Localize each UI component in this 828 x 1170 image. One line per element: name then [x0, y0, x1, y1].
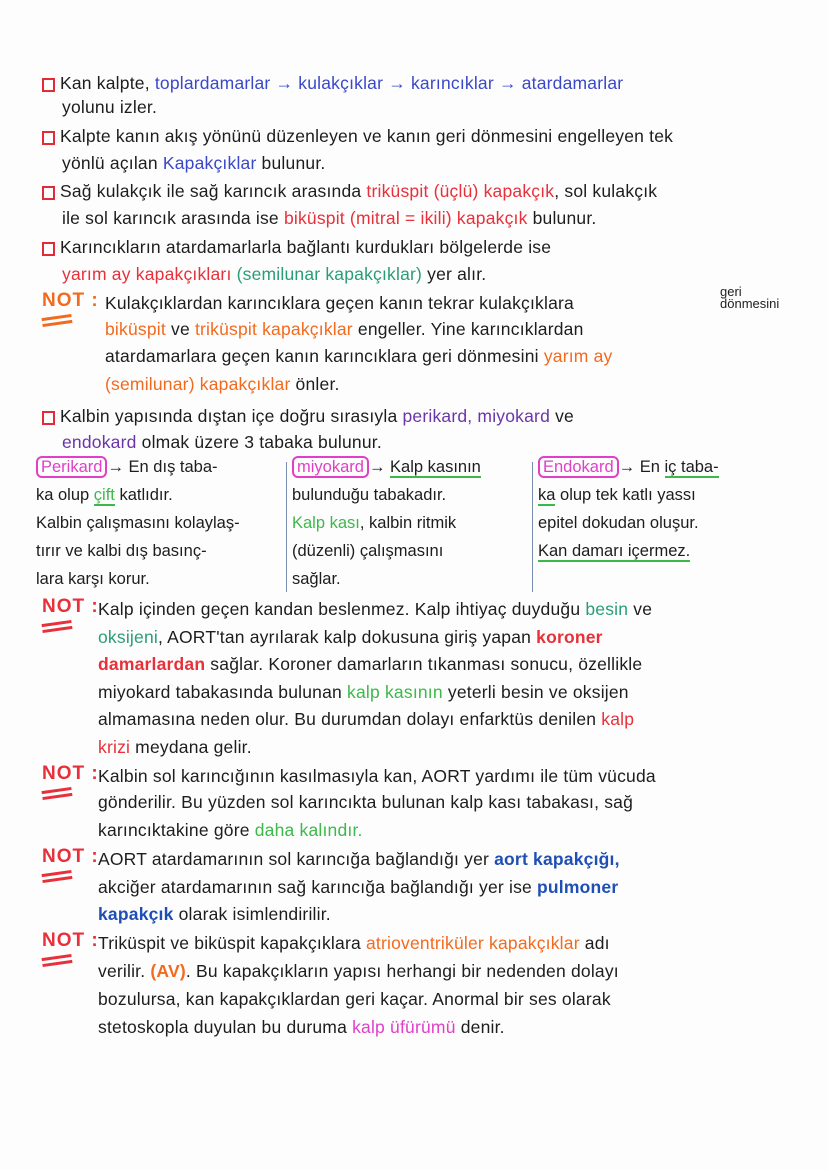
- text-segment: sağlar.: [292, 570, 341, 588]
- highlighted-term: toplardamarlar → kulakçıklar → karıncıklar → atardamarlar: [154, 73, 624, 93]
- text-segment: çift: [93, 486, 115, 504]
- text-segment: , kalbin ritmik: [359, 514, 457, 532]
- text-segment: ve: [628, 599, 653, 619]
- text-segment: Kalpte kanın akış yönünü düzenleyen ve kanın geri dönmesini engelleyen tek: [60, 126, 674, 146]
- text-segment: stetoskopla duyulan bu duruma: [98, 1017, 353, 1037]
- text-line: [98, 653, 642, 675]
- text-segment: Kalbin sol karıncığının kasılmasıyla kan, AORT yardımı ile tüm vücuda: [98, 766, 656, 786]
- text-line: [98, 598, 652, 620]
- text-segment: olup tek katlı yassı: [555, 486, 696, 504]
- note-label-text: NOT :: [42, 763, 99, 784]
- text-segment: verilir.: [98, 961, 151, 981]
- text-line: [62, 207, 596, 229]
- column-line: [538, 486, 696, 505]
- text-segment: yönlü açılan: [62, 153, 163, 173]
- text-line: [60, 180, 657, 202]
- text-segment: →: [368, 458, 391, 476]
- text-line: [98, 708, 634, 730]
- text-segment: yeterli besin ve oksijen: [442, 682, 629, 702]
- highlighted-term: aort kapakçığı,: [494, 849, 620, 869]
- text-segment: ka: [538, 486, 556, 504]
- text-segment: Kalp kasının: [390, 458, 481, 476]
- text-line: [98, 848, 620, 870]
- text-segment: AORT atardamarının sol karıncığa bağlandığı yer: [98, 849, 495, 869]
- note-label: [42, 930, 99, 952]
- text-segment: bulunur.: [256, 153, 326, 173]
- text-segment: Sağ kulakçık ile sağ karıncık arasında: [60, 181, 367, 201]
- text-segment: ile sol karıncık arasında ise: [62, 208, 284, 228]
- double-underline-icon: [42, 954, 73, 967]
- text-segment: ve: [165, 319, 195, 339]
- text-segment: , AORT'tan ayrılarak kalp dokusuna giriş yapan: [157, 627, 537, 647]
- text-segment: ve: [550, 406, 574, 426]
- text-line: [98, 626, 603, 648]
- highlighted-term: triküspit kapakçıklar: [194, 319, 353, 339]
- text-segment: gönderilir. Bu yüzden sol karıncıkta bulunan kalp kası tabakası, sağ: [98, 792, 634, 812]
- column-line: [36, 514, 240, 533]
- highlighted-term: pulmoner: [537, 877, 619, 897]
- highlighted-term: oksijeni: [98, 627, 158, 647]
- highlighted-term: (AV): [150, 961, 186, 981]
- note-label: [42, 596, 99, 618]
- text-segment: önler.: [290, 374, 340, 394]
- highlighted-term: perikard, miyokard: [402, 406, 551, 426]
- text-segment: iç taba-: [664, 458, 719, 476]
- text-line: [98, 681, 629, 703]
- column-line: [36, 486, 173, 505]
- highlighted-term: (semilunar) kapakçıklar: [105, 374, 291, 394]
- text-line: [62, 152, 325, 174]
- highlighted-term: kalp: [601, 709, 635, 729]
- bullet-square-icon: [42, 78, 55, 92]
- column-line: [538, 514, 699, 533]
- text-segment: bozulursa, kan kapakçıklardan geri kaçar. Anormal bir ses olarak: [98, 989, 611, 1009]
- text-segment: Kulakçıklardan karıncıklara geçen kanın tekrar kulakçıklara: [105, 293, 574, 313]
- text-segment: bulunur.: [527, 208, 597, 228]
- text-segment: → En: [618, 458, 665, 476]
- column-line: [292, 570, 341, 589]
- highlighted-term: atrioventriküler kapakçıklar: [365, 933, 580, 953]
- highlighted-term: kalp üfürümü: [352, 1017, 456, 1037]
- highlighted-term: yarım ay: [543, 346, 613, 366]
- highlighted-term: yarım ay kapakçıkları: [62, 264, 232, 284]
- column-divider: [286, 462, 287, 592]
- bullet-square-icon: [42, 411, 55, 425]
- column-line: [292, 514, 456, 533]
- highlighted-term: triküspit (üçlü) kapakçık: [366, 181, 555, 201]
- text-line: [60, 236, 551, 258]
- text-segment: Kalp içinden geçen kandan beslenmez. Kalp ihtiyaç duyduğu: [98, 599, 586, 619]
- text-segment: . Bu kapakçıkların yapısı herhangi bir nedenden dolayı: [185, 961, 619, 981]
- text-segment: olarak isimlendirilir.: [173, 904, 331, 924]
- text-line: [105, 345, 613, 367]
- highlighted-term: endokard: [62, 432, 137, 452]
- text-line: [98, 736, 252, 758]
- text-line: [60, 72, 623, 94]
- text-segment: adı: [579, 933, 610, 953]
- text-line: [60, 125, 673, 147]
- text-line: [105, 292, 574, 314]
- highlighted-term: damarlardan: [98, 654, 206, 674]
- text-segment: karıncıktakine göre: [98, 820, 255, 840]
- text-line: [105, 318, 584, 340]
- highlighted-term: kapakçık: [98, 904, 174, 924]
- text-line: [98, 988, 611, 1010]
- text-line: [98, 903, 331, 925]
- text-segment: akciğer atardamarının sağ karıncığa bağlandığı yer ise: [98, 877, 538, 897]
- text-segment: , sol kulakçık: [554, 181, 658, 201]
- text-line: [105, 373, 340, 395]
- superscript-text: geri: [720, 284, 742, 299]
- text-segment: meydana gelir.: [130, 737, 252, 757]
- text-segment: (düzenli) çalışmasını: [292, 542, 444, 560]
- double-underline-icon: [42, 620, 73, 633]
- text-segment: miyokard tabakasında bulunan: [98, 682, 348, 702]
- double-underline-icon: [42, 787, 73, 800]
- note-label-text: NOT :: [42, 930, 99, 951]
- note-label: [42, 846, 99, 868]
- text-segment: Triküspit ve biküspit kapakçıklara: [98, 933, 366, 953]
- highlighted-term: koroner: [536, 627, 603, 647]
- text-line: [98, 765, 656, 787]
- text-segment: Kalp kası: [292, 514, 360, 532]
- column-line: [538, 458, 719, 477]
- layer-title-box: Perikard: [36, 456, 107, 478]
- text-line: [62, 96, 157, 118]
- bullet-square-icon: [42, 186, 55, 200]
- text-line: [98, 876, 618, 898]
- text-segment: atardamarlara geçen kanın karıncıklara geri dönmesini: [105, 346, 544, 366]
- column-line: [36, 542, 207, 561]
- text-segment: katlıdır.: [114, 486, 173, 504]
- highlighted-term: krizi: [98, 737, 131, 757]
- note-label: [42, 290, 99, 312]
- text-line: [62, 263, 486, 285]
- text-segment: Karıncıkların atardamarlarla bağlantı kurdukları bölgelerde ise: [60, 237, 552, 257]
- text-segment: Kalbin çalışmasını kolaylaş-: [36, 514, 240, 532]
- text-line: [98, 960, 619, 982]
- highlighted-term: besin: [585, 599, 629, 619]
- double-underline-icon: [42, 314, 73, 327]
- column-line: [292, 458, 481, 477]
- text-line: [60, 405, 574, 427]
- text-segment: Kan damarı içermez.: [538, 542, 691, 560]
- text-segment: sağlar. Koroner damarların tıkanması sonucu, özellikle: [205, 654, 643, 674]
- column-line: [36, 458, 218, 477]
- column-divider: [532, 462, 533, 592]
- text-segment: engeller. Yine karıncıklardan: [352, 319, 584, 339]
- double-underline-icon: [42, 870, 73, 883]
- layer-title-box: miyokard: [292, 456, 369, 478]
- text-segment: tırır ve kalbi dış basınç-: [36, 542, 207, 560]
- text-segment: almamasına neden olur. Bu durumdan dolayı enfarktüs denilen: [98, 709, 602, 729]
- text-segment: epitel dokudan oluşur.: [538, 514, 699, 532]
- text-segment: yer alır.: [422, 264, 487, 284]
- highlighted-term: biküspit: [105, 319, 166, 339]
- column-line: [292, 542, 443, 561]
- highlighted-term: biküspit (mitral = ikili) kapakçık: [283, 208, 528, 228]
- note-label-text: NOT :: [42, 290, 99, 311]
- text-line: [62, 431, 382, 453]
- text-segment: Kan kalpte,: [60, 73, 155, 93]
- text-line: [98, 819, 363, 841]
- column-line: [292, 486, 446, 505]
- bullet-square-icon: [42, 242, 55, 256]
- text-segment: yolunu izler.: [62, 97, 158, 117]
- text-segment: Kalbin yapısında dıştan içe doğru sırasıyla: [60, 406, 403, 426]
- highlighted-term: daha kalındır.: [254, 820, 363, 840]
- highlighted-term: Kapakçıklar: [162, 153, 257, 173]
- layer-title-box: Endokard: [538, 456, 619, 478]
- note-label-text: NOT :: [42, 596, 99, 617]
- text-segment: olmak üzere 3 tabaka bulunur.: [136, 432, 382, 452]
- text-segment: bulunduğu tabakadır.: [292, 486, 447, 504]
- text-segment: ka olup: [36, 486, 94, 504]
- highlighted-term: kalp kasının: [347, 682, 443, 702]
- text-segment: denir.: [455, 1017, 505, 1037]
- text-line: [98, 1016, 505, 1038]
- note-label: [42, 763, 99, 785]
- text-segment: lara karşı korur.: [36, 570, 150, 588]
- superscript-text: dönmesini: [720, 296, 780, 311]
- text-line: [98, 791, 633, 813]
- note-label-text: NOT :: [42, 846, 99, 867]
- highlighted-term: (semilunar kapakçıklar): [236, 264, 423, 284]
- text-line: [98, 932, 610, 954]
- column-line: [36, 570, 150, 589]
- column-line: [538, 542, 690, 561]
- bullet-square-icon: [42, 131, 55, 145]
- text-segment: → En dış taba-: [107, 458, 218, 476]
